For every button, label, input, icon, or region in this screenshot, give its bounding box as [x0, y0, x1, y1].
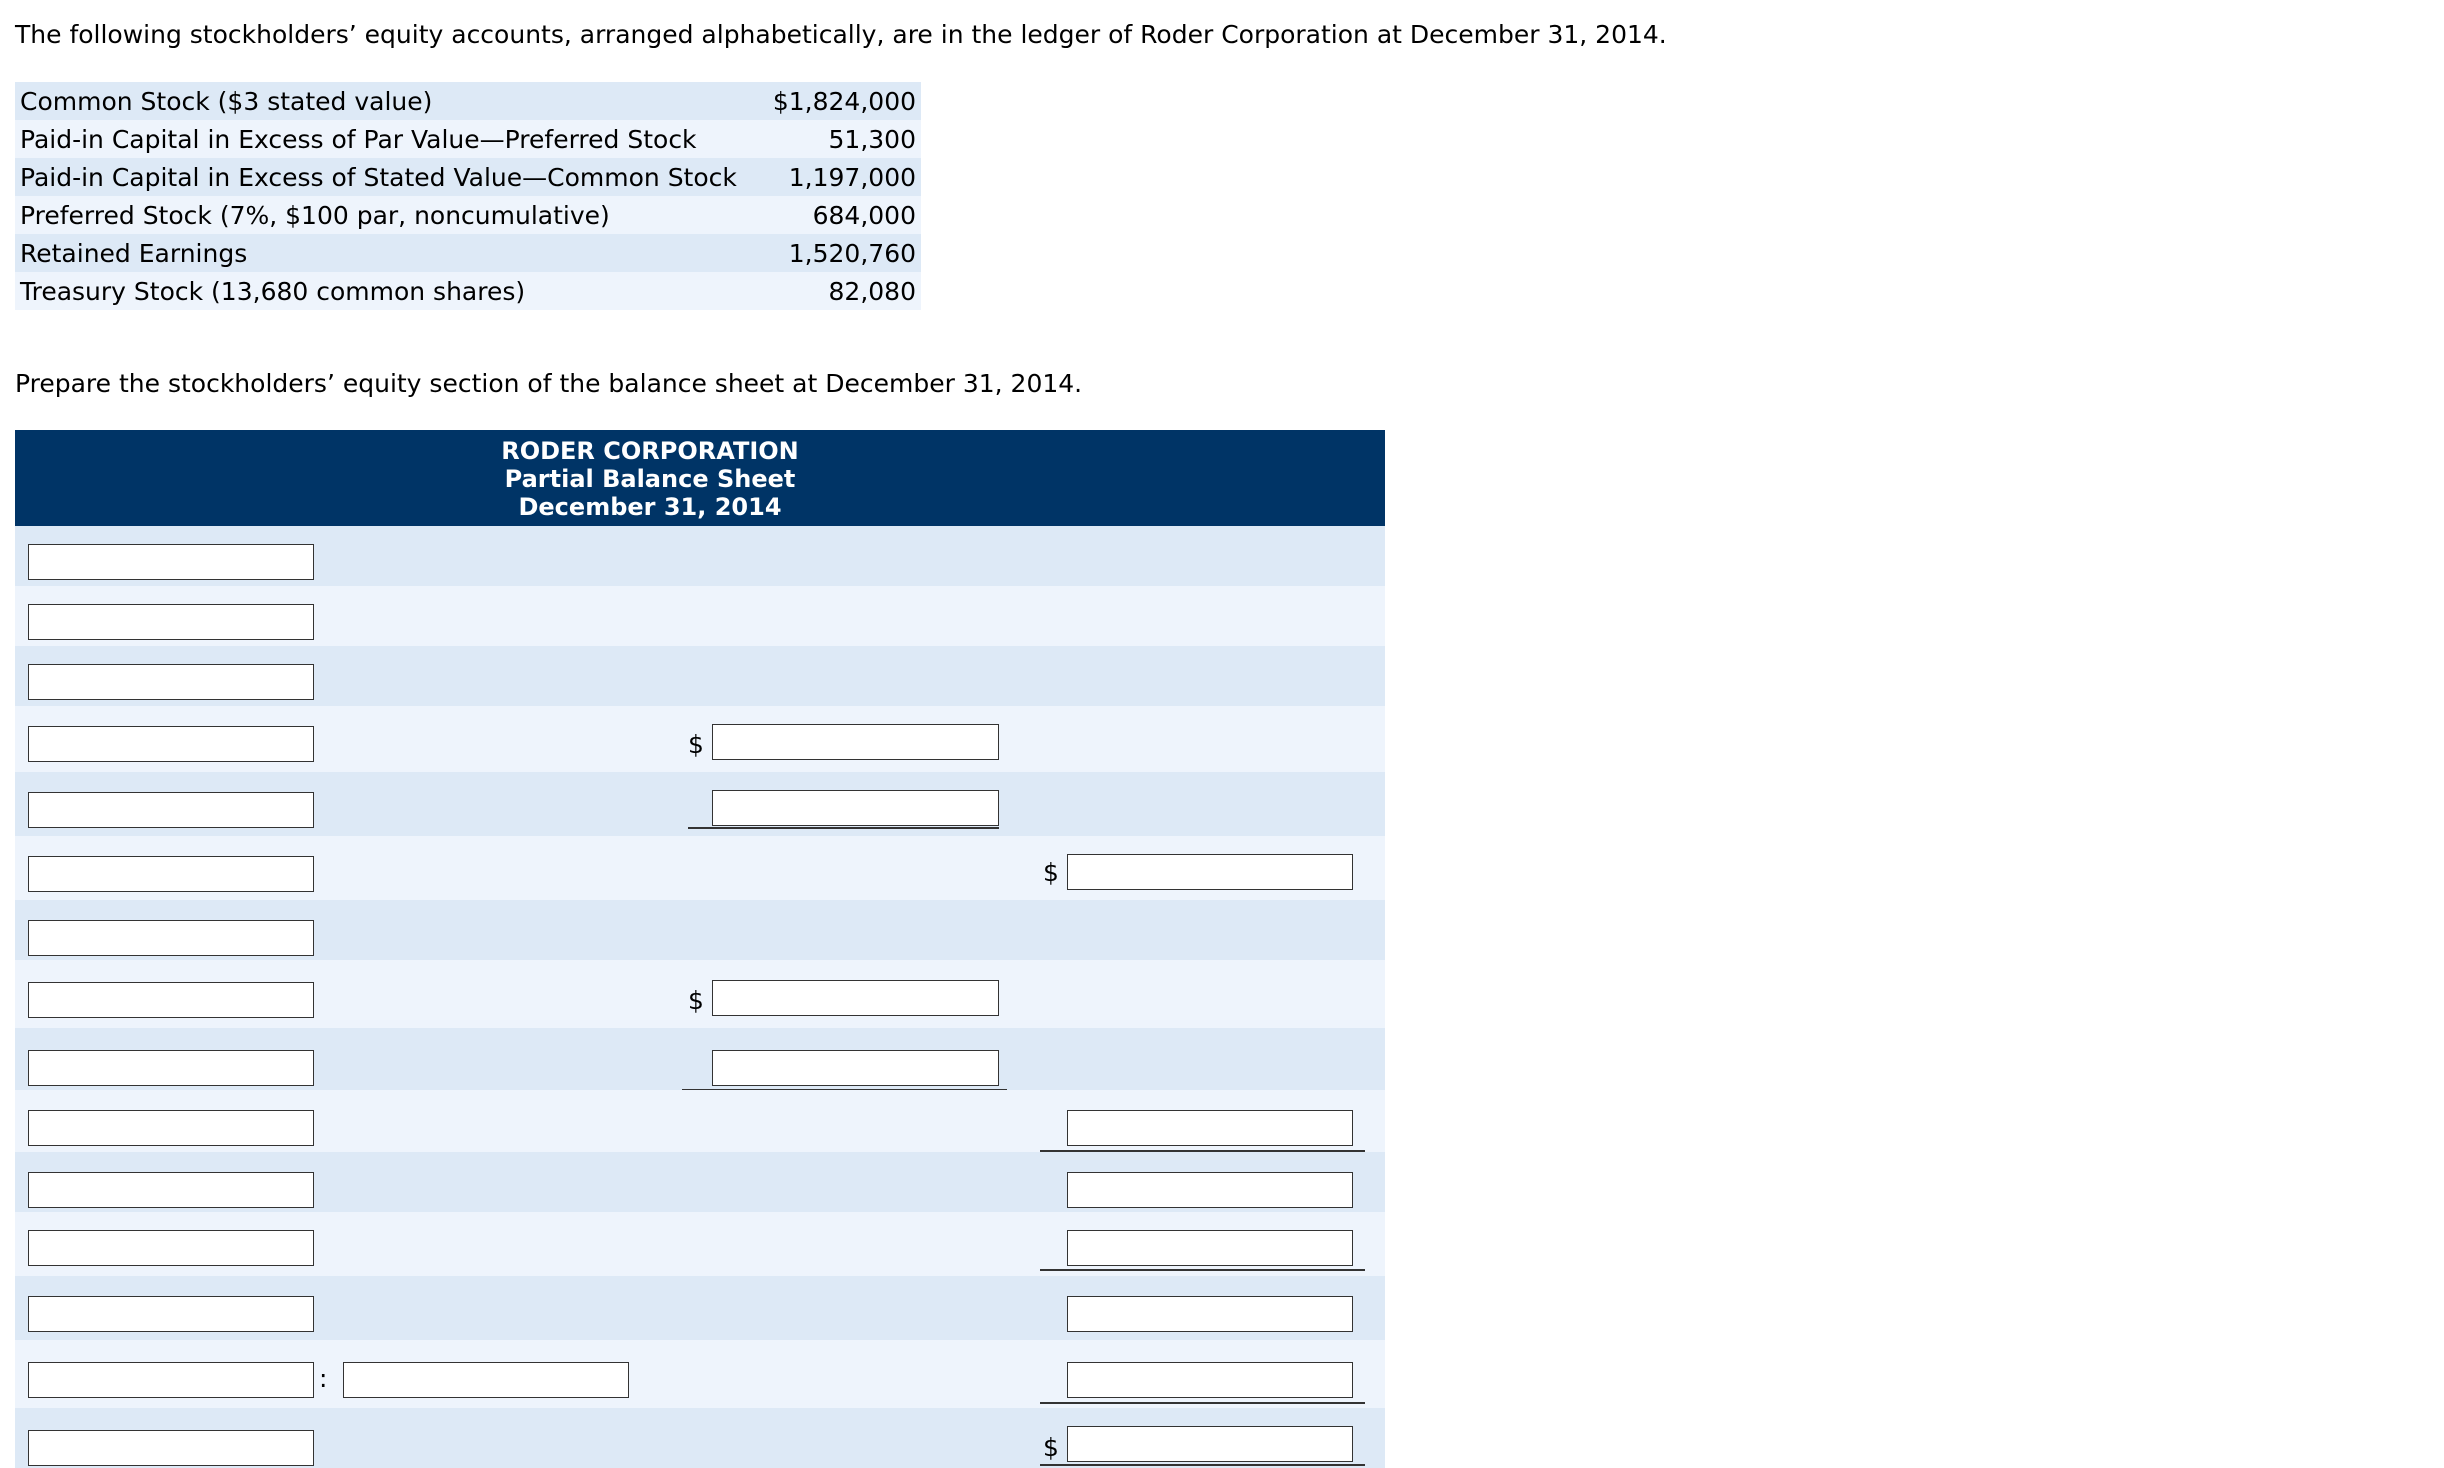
amount-input[interactable] [712, 1050, 999, 1086]
form-row [15, 586, 1385, 646]
form-row [15, 1212, 1385, 1276]
account-label-input[interactable] [28, 1230, 314, 1266]
form-row [15, 1028, 1385, 1090]
ledger-row [15, 120, 921, 158]
dollar-sign: $ [688, 986, 704, 1015]
amount-input[interactable] [712, 790, 999, 826]
amount-input[interactable] [1067, 1110, 1353, 1146]
account-label-input[interactable] [28, 982, 314, 1018]
account-label-input[interactable] [28, 1110, 314, 1146]
amount-input[interactable] [1067, 1172, 1353, 1208]
form-row [15, 1340, 1385, 1408]
ledger-account-name: Retained Earnings [20, 238, 248, 268]
ledger-row [15, 158, 921, 196]
amount-input[interactable] [712, 724, 999, 760]
grand-total-double-rule [1040, 1464, 1365, 1468]
amount-input[interactable] [1067, 1230, 1353, 1266]
ledger-amount: 684,000 [812, 200, 916, 230]
subtotal-rule [1040, 1402, 1365, 1404]
amount-input[interactable] [1067, 854, 1353, 890]
shares-input[interactable] [343, 1362, 629, 1398]
ledger-amount: 82,080 [828, 276, 916, 306]
form-row [15, 1276, 1385, 1340]
amount-input[interactable] [712, 980, 999, 1016]
account-label-input[interactable] [28, 1296, 314, 1332]
account-label-input[interactable] [28, 664, 314, 700]
ledger-amount: 51,300 [828, 124, 916, 154]
instruction-text: Prepare the stockholders’ equity section of the balance sheet at December 31, 2014. [15, 369, 1083, 398]
form-row [15, 960, 1385, 1028]
sheet-header [15, 430, 1385, 526]
amount-input[interactable] [1067, 1296, 1353, 1332]
account-label-input[interactable] [28, 1362, 314, 1398]
ledger-row [15, 234, 921, 272]
balance-sheet-form [15, 430, 1385, 1468]
colon-separator: : [319, 1364, 328, 1393]
account-label-input[interactable] [28, 920, 314, 956]
form-row [15, 772, 1385, 836]
form-row [15, 1408, 1385, 1468]
dollar-sign: $ [1043, 1433, 1059, 1462]
ledger-amount: 1,520,760 [788, 238, 916, 268]
ledger-account-name: Preferred Stock (7%, $100 par, noncumulative) [20, 200, 610, 230]
account-label-input[interactable] [28, 792, 314, 828]
sheet-date: December 31, 2014 [518, 493, 782, 521]
subtotal-rule [1040, 1269, 1365, 1271]
ledger-row [15, 272, 921, 310]
ledger-amount: $1,824,000 [772, 86, 916, 116]
amount-input[interactable] [1067, 1362, 1353, 1398]
intro-text: The following stockholders’ equity accounts, arranged alphabetically, are in the ledger of Roder Corporation at December 31, 2014. [15, 20, 1667, 49]
company-name: RODER CORPORATION [501, 437, 799, 465]
form-row [15, 900, 1385, 960]
form-row [15, 1152, 1385, 1212]
ledger-account-name: Paid-in Capital in Excess of Stated Value—Common Stock [20, 162, 737, 192]
dollar-sign: $ [688, 730, 704, 759]
ledger-row [15, 196, 921, 234]
account-label-input[interactable] [28, 1050, 314, 1086]
ledger-row [15, 82, 921, 120]
account-label-input[interactable] [28, 1430, 314, 1466]
ledger-account-name: Common Stock ($3 stated value) [20, 86, 433, 116]
ledger-account-name: Paid-in Capital in Excess of Par Value—Preferred Stock [20, 124, 697, 154]
account-label-input[interactable] [28, 726, 314, 762]
form-row [15, 1090, 1385, 1152]
account-label-input[interactable] [28, 604, 314, 640]
form-row [15, 706, 1385, 772]
ledger-table [15, 82, 921, 310]
account-label-input[interactable] [28, 544, 314, 580]
form-row [15, 526, 1385, 586]
account-label-input[interactable] [28, 1172, 314, 1208]
sheet-title: Partial Balance Sheet [504, 465, 796, 493]
total-amount-input[interactable] [1067, 1426, 1353, 1462]
ledger-account-name: Treasury Stock (13,680 common shares) [20, 276, 526, 306]
form-row [15, 646, 1385, 706]
account-label-input[interactable] [28, 856, 314, 892]
form-row [15, 836, 1385, 900]
ledger-amount: 1,197,000 [788, 162, 916, 192]
subtotal-rule [688, 827, 999, 829]
dollar-sign: $ [1043, 858, 1059, 887]
